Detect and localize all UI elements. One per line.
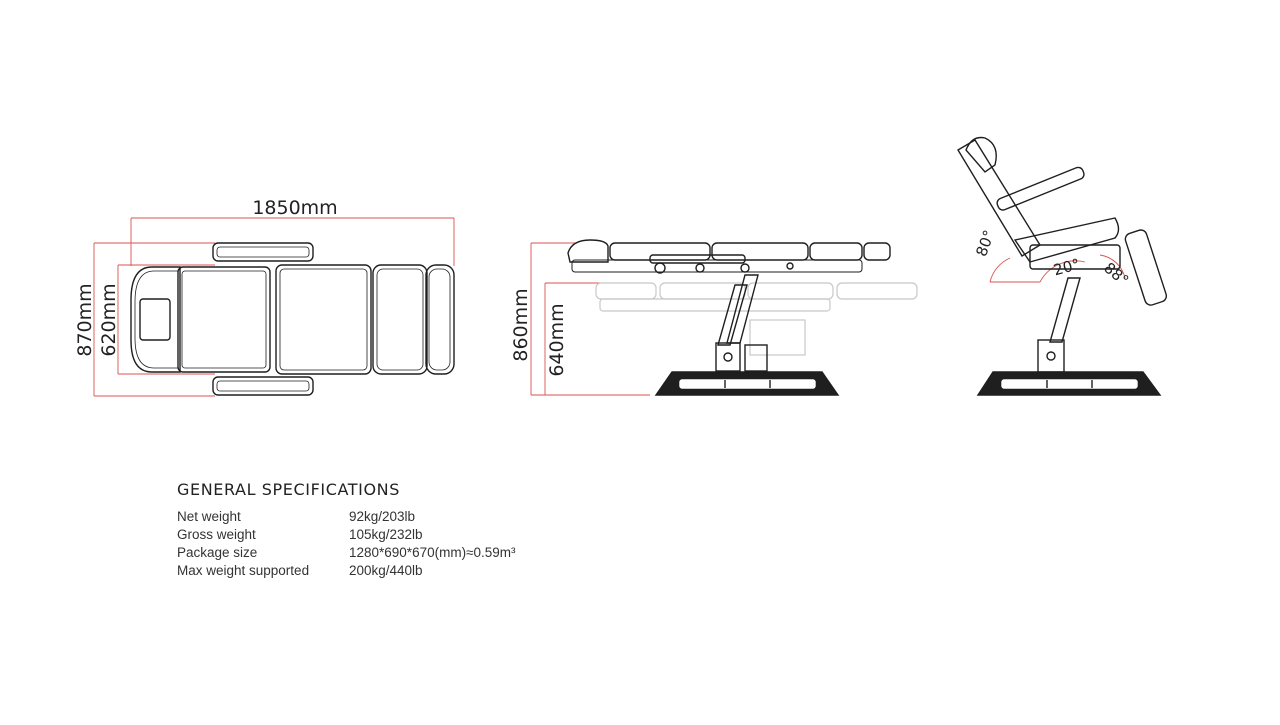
reclined-backrest xyxy=(958,140,1040,256)
side-armrest xyxy=(650,255,745,263)
leg-angle-label: 88° xyxy=(1100,258,1133,290)
backrest-angle-label: 80° xyxy=(972,227,999,259)
length-dimension-label: 1850mm xyxy=(252,197,338,219)
spec-label: Package size xyxy=(177,545,258,560)
side-view xyxy=(531,240,917,395)
top-view-dimension-lines xyxy=(94,218,454,396)
spec-row xyxy=(177,508,597,526)
spec-row xyxy=(177,562,597,580)
side-raised-position xyxy=(568,240,890,273)
total-width-dimension-label: 870mm xyxy=(74,283,96,357)
side-seat-section xyxy=(712,243,808,260)
max-height-dimension-label: 860mm xyxy=(510,288,532,362)
top-armrest-lower xyxy=(213,377,313,395)
side-lift-column xyxy=(716,275,767,371)
spec-value: 105kg/232lb xyxy=(349,527,423,542)
top-head-section xyxy=(131,267,180,372)
side-lowered-position xyxy=(596,283,917,355)
top-armrest-upper xyxy=(213,243,313,261)
top-view xyxy=(94,218,454,396)
side-leg-section xyxy=(810,243,862,260)
spec-label: Gross weight xyxy=(177,527,256,542)
spec-label: Net weight xyxy=(177,509,241,524)
specifications-title: GENERAL SPECIFICATIONS xyxy=(177,480,401,499)
spec-value: 200kg/440lb xyxy=(349,563,423,578)
top-back-section xyxy=(178,267,270,372)
top-leg-section-left xyxy=(373,265,427,374)
min-height-dimension-label: 640mm xyxy=(546,303,568,377)
reclined-armrest xyxy=(996,166,1086,212)
spec-value: 1280*690*670(mm)≈0.59m³ xyxy=(349,545,516,560)
top-seat-section xyxy=(276,265,371,374)
seat-width-dimension-label: 620mm xyxy=(98,283,120,357)
spec-label: Max weight supported xyxy=(177,563,310,578)
reclined-legrest xyxy=(1124,228,1168,306)
spec-row xyxy=(177,526,597,544)
general-specifications xyxy=(177,480,597,580)
side-back-section xyxy=(610,243,710,260)
top-face-hole xyxy=(140,299,170,340)
spec-row xyxy=(177,544,597,562)
spec-value: 92kg/203lb xyxy=(349,509,416,524)
seat-angle-label: 20° xyxy=(1051,255,1082,280)
